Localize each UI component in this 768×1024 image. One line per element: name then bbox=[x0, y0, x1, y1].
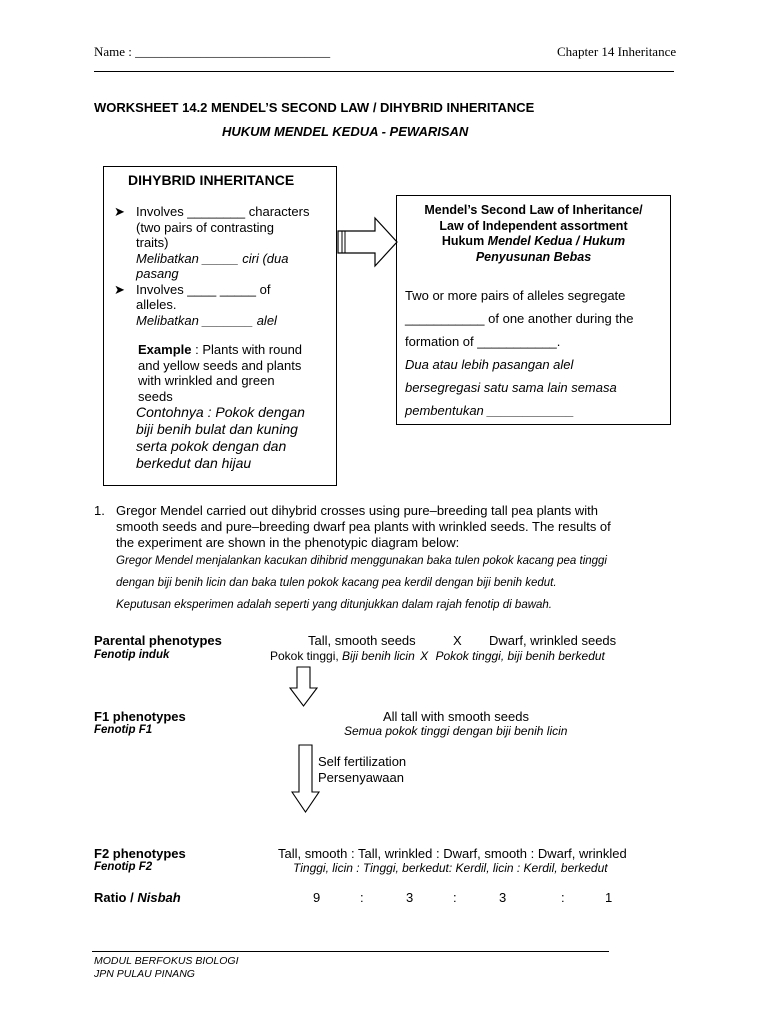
footer-line2: JPN PULAU PINANG bbox=[94, 967, 195, 980]
bullet1-ml1: Melibatkan _____ ciri (dua bbox=[136, 250, 289, 266]
law-body bbox=[405, 284, 633, 422]
parent1-phenotype: Tall, smooth seeds bbox=[308, 633, 416, 648]
parent1-ml-a: Pokok tinggi, bbox=[270, 649, 343, 663]
law-body-ml3: pembentukan ____________ bbox=[405, 403, 575, 418]
contoh-line3: serta pokok dengan dan bbox=[136, 438, 287, 454]
ratio-label bbox=[94, 890, 181, 905]
contoh-line2: biji benih bulat dan kuning bbox=[136, 421, 298, 437]
self-fert-line1: Self fertilization bbox=[318, 754, 407, 769]
parent2-ml: Pokok tinggi, biji benih berkedut bbox=[435, 649, 605, 663]
question-line2: smooth seeds and pure–breeding dwarf pea plants with wrinkled seeds. The results of bbox=[116, 519, 611, 534]
ratio-value-4: 1 bbox=[605, 890, 613, 905]
parent2-phenotype: Dwarf, wrinkled seeds bbox=[489, 633, 617, 648]
question-number: 1. bbox=[94, 503, 105, 518]
example-line3: with wrinkled and green bbox=[138, 373, 275, 388]
law-title-line4: Penyusunan Bebas bbox=[475, 249, 592, 264]
down-arrow-icon bbox=[289, 666, 319, 708]
f2-label: F2 phenotypes bbox=[94, 846, 186, 861]
ratio-label-a: Ratio / bbox=[94, 890, 138, 905]
footer-text bbox=[94, 955, 239, 980]
big-right-arrow-icon bbox=[337, 216, 399, 268]
name-blank[interactable]: ______________________________ bbox=[135, 44, 331, 59]
header-rule bbox=[94, 71, 674, 72]
self-fert-line2: Persenyawaan bbox=[318, 769, 404, 785]
ratio-label-b: Nisbah bbox=[137, 890, 181, 905]
law-body-ml2: bersegregasi satu sama lain semasa bbox=[405, 380, 617, 395]
bullet2-line2: alleles. bbox=[136, 297, 177, 312]
f1-label-ml: Fenotip F1 bbox=[94, 724, 153, 736]
law-body-ml1: Dua atau lebih pasangan alel bbox=[405, 357, 574, 372]
example-line2: and yellow seeds and plants bbox=[138, 357, 302, 373]
example-label: Example bbox=[138, 342, 192, 357]
f2-phenotype: Tall, smooth : Tall, wrinkled : Dwarf, smooth : Dwarf, wrinkled bbox=[278, 846, 627, 861]
question-ml1: Gregor Mendel menjalankan kacukan dihibrid menggunakan baka tulen pokok kacang pea tinggi bbox=[116, 555, 607, 567]
parent1-ml-b: Biji benih licin bbox=[342, 649, 415, 663]
question-line1: Gregor Mendel carried out dihybrid crosses using pure–breeding tall pea plants with bbox=[116, 503, 598, 518]
name-field[interactable] bbox=[94, 44, 330, 60]
law-title-line3b: Mendel Kedua / Hukum bbox=[487, 234, 626, 248]
example-line1: : Plants with round bbox=[191, 342, 303, 357]
cross-symbol-ml: X bbox=[420, 649, 429, 663]
question-text bbox=[116, 503, 675, 551]
question-text-ml bbox=[116, 550, 607, 616]
dihybrid-inheritance-box bbox=[103, 166, 337, 486]
worksheet-subtitle: HUKUM MENDEL KEDUA - PEWARISAN bbox=[222, 124, 469, 139]
f2-phenotype-ml: Tinggi, licin : Tinggi, berkedut: Kerdil, licin : Kerdil, berkedut bbox=[293, 861, 608, 875]
law-title-line3a: Hukum bbox=[441, 234, 488, 248]
law-body-line1: Two or more pairs of alleles segregate bbox=[405, 288, 626, 303]
f1-label: F1 phenotypes bbox=[94, 709, 186, 724]
bullet-arrow-icon: ➤ bbox=[114, 204, 125, 219]
footer-line1: MODUL BERFOKUS BIOLOGI bbox=[94, 955, 239, 967]
parental-ml-row bbox=[270, 649, 605, 663]
ratio-value-3: 3 bbox=[499, 890, 507, 905]
law-title-line2: Law of Independent assortment bbox=[439, 218, 628, 233]
bullet1-ml2: pasang bbox=[136, 266, 179, 281]
question-line3: the experiment are shown in the phenotypic diagram below: bbox=[116, 535, 460, 550]
bullet1-line1: Involves ________ characters bbox=[136, 204, 310, 219]
contoh-line1: Contohnya : Pokok dengan bbox=[136, 404, 305, 420]
cross-symbol: X bbox=[453, 633, 462, 648]
bullet2-ml1: Melibatkan _______ alel bbox=[136, 312, 277, 328]
question-ml3: Keputusan eksperimen adalah seperti yang ditunjukkan dalam rajah fenotip di bawah. bbox=[116, 599, 553, 611]
contoh-line4: berkedut dan hijau bbox=[136, 455, 252, 471]
dihybrid-heading: DIHYBRID INHERITANCE bbox=[128, 172, 295, 188]
example-line4: seeds bbox=[138, 388, 173, 404]
ratio-value-1: 9 bbox=[313, 890, 321, 905]
bullet-characters bbox=[110, 204, 336, 328]
f2-label-ml: Fenotip F2 bbox=[94, 861, 153, 873]
bullet-arrow-icon: ➤ bbox=[114, 281, 125, 297]
bullet1-line2: (two pairs of contrasting bbox=[136, 219, 275, 235]
mendel-second-law-box bbox=[396, 195, 671, 425]
law-body-line2: ___________ of one another during the bbox=[405, 311, 634, 326]
worksheet-title: WORKSHEET 14.2 MENDEL’S SECOND LAW / DIHYBRID INHERITANCE bbox=[94, 100, 535, 115]
self-fertilization-note bbox=[318, 754, 406, 785]
footer-rule bbox=[92, 951, 609, 952]
f1-phenotype: All tall with smooth seeds bbox=[383, 709, 529, 724]
ratio-colon-3: : bbox=[561, 890, 565, 905]
ratio-colon-2: : bbox=[453, 890, 457, 905]
bullet1-line3: traits) bbox=[136, 235, 169, 250]
contoh-text bbox=[136, 404, 305, 472]
parental-label: Parental phenotypes bbox=[94, 633, 222, 648]
chapter-label: Chapter 14 Inheritance bbox=[557, 44, 677, 59]
bullet2-line1: Involves ____ _____ of bbox=[136, 281, 271, 297]
down-arrow-long-icon bbox=[291, 744, 321, 814]
example-text bbox=[138, 342, 302, 404]
ratio-value-2: 3 bbox=[406, 890, 414, 905]
name-label: Name : bbox=[94, 44, 136, 59]
law-body-line3: formation of ___________. bbox=[405, 334, 561, 349]
f1-phenotype-ml: Semua pokok tinggi dengan biji benih licin bbox=[344, 724, 568, 738]
ratio-colon-1: : bbox=[360, 890, 364, 905]
question-ml2: dengan biji benih licin dan baka tulen pokok kacang pea kerdil dengan biji benih kedut. bbox=[116, 577, 557, 589]
parental-label-ml: Fenotip induk bbox=[94, 649, 170, 661]
law-title bbox=[397, 203, 670, 265]
law-title-line1: Mendel’s Second Law of Inheritance/ bbox=[424, 203, 643, 217]
